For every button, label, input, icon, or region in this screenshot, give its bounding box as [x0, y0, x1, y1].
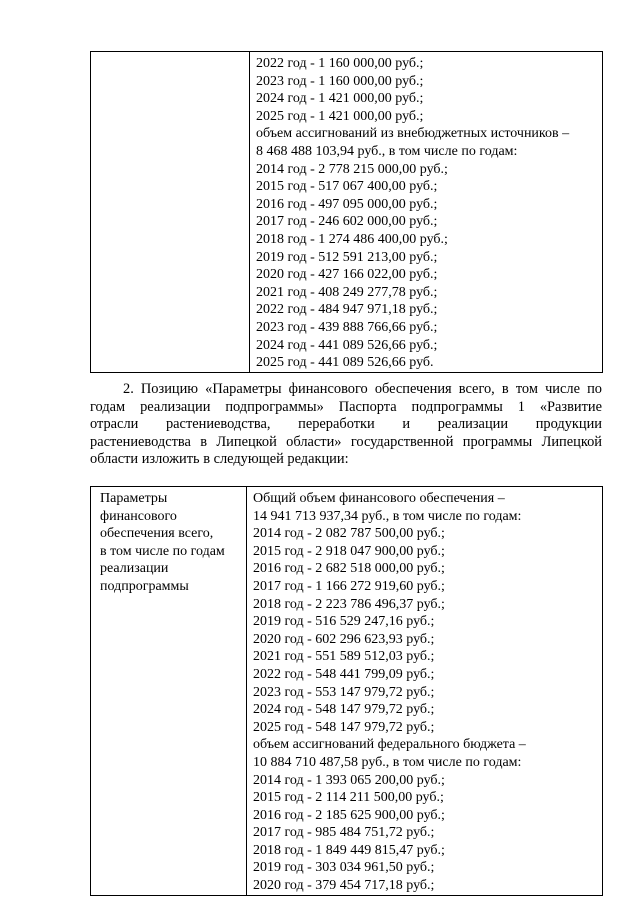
funding-line: 2016 год - 2 185 625 900,00 руб.; [253, 807, 445, 823]
funding-line: 2016 год - 497 095 000,00 руб.; [256, 196, 438, 212]
funding-line: 10 884 710 487,58 руб., в том числе по годам: [253, 754, 522, 770]
parameter-label-line: финансового [100, 508, 177, 524]
funding-line: 8 468 488 103,94 руб., в том числе по годам: [256, 143, 518, 159]
paragraph-line: растениеводства в Липецкой области» государственной программы Липецкой [90, 433, 602, 450]
financing-table-continued [90, 51, 603, 373]
funding-line: 2024 год - 548 147 979,72 руб.; [253, 702, 435, 718]
amendment-paragraph [90, 381, 602, 469]
funding-line: объем ассигнований из внебюджетных источников – [256, 126, 570, 142]
funding-line: 2021 год - 551 589 512,03 руб.; [253, 649, 435, 665]
funding-line: 2022 год - 484 947 971,18 руб.; [256, 302, 438, 318]
parameter-label-line: Параметры [100, 491, 168, 506]
parameter-label-line: обеспечения всего, [100, 526, 214, 542]
funding-line: 2025 год - 441 089 526,66 руб. [256, 355, 434, 371]
paragraph-line: 2. Позицию «Параметры финансового обеспечения всего, в том числе по [123, 381, 602, 397]
table-row [91, 487, 603, 896]
paragraph-line: области изложить в следующей редакции: [90, 451, 349, 468]
parameter-name-cell [91, 487, 247, 896]
funding-line: 2017 год - 985 484 751,72 руб.; [253, 825, 435, 841]
funding-line: 2016 год - 2 682 518 000,00 руб.; [253, 561, 445, 577]
funding-line: 2022 год - 548 441 799,09 руб.; [253, 666, 435, 682]
funding-line: 14 941 713 937,34 руб., в том числе по годам: [253, 508, 522, 524]
funding-line: объем ассигнований федерального бюджета – [253, 737, 526, 753]
funding-line: 2024 год - 441 089 526,66 руб.; [256, 337, 438, 353]
funding-line: 2014 год - 2 082 787 500,00 руб.; [253, 526, 445, 542]
funding-line: 2021 год - 408 249 277,78 руб.; [256, 284, 438, 300]
funding-line: 2014 год - 2 778 215 000,00 руб.; [256, 161, 448, 177]
funding-line: 2015 год - 517 067 400,00 руб.; [256, 179, 438, 195]
funding-line: 2023 год - 439 888 766,66 руб.; [256, 319, 438, 335]
parameter-value-cell [247, 487, 603, 896]
funding-line: 2015 год - 2 114 211 500,00 руб.; [253, 790, 444, 806]
funding-line: 2015 год - 2 918 047 900,00 руб.; [253, 543, 445, 559]
funding-line: 2020 год - 602 296 623,93 руб.; [253, 631, 435, 647]
parameter-label-line: в том числе по годам [100, 543, 225, 559]
funding-line: 2018 год - 1 849 449 815,47 руб.; [253, 842, 445, 858]
paragraph-line: годам реализации подпрограммы» Паспорта подпрограммы 1 «Развитие [90, 398, 602, 415]
funding-line: 2019 год - 303 034 961,50 руб.; [253, 860, 435, 876]
parameter-label-line: реализации [100, 561, 169, 577]
funding-line: 2018 год - 2 223 786 496,37 руб.; [253, 596, 445, 612]
funding-line: 2020 год - 379 454 717,18 руб.; [253, 878, 435, 894]
funding-line: 2023 год - 1 160 000,00 руб.; [256, 73, 424, 89]
parameter-value-cell [250, 52, 603, 373]
funding-line: 2025 год - 1 421 000,00 руб.; [256, 108, 424, 124]
funding-line: Общий объем финансового обеспечения – [253, 491, 505, 506]
funding-line: 2024 год - 1 421 000,00 руб.; [256, 91, 424, 107]
funding-line: 2017 год - 1 166 272 919,60 руб.; [253, 578, 445, 594]
parameter-label-line: подпрограммы [100, 578, 189, 594]
funding-line: 2019 год - 512 591 213,00 руб.; [256, 249, 438, 265]
funding-line: 2022 год - 1 160 000,00 руб.; [256, 56, 424, 71]
financing-table-new [90, 486, 603, 896]
funding-line: 2014 год - 1 393 065 200,00 руб.; [253, 772, 445, 788]
table-row [91, 52, 603, 373]
funding-line: 2020 год - 427 166 022,00 руб.; [256, 267, 438, 283]
funding-line: 2017 год - 246 602 000,00 руб.; [256, 214, 438, 230]
funding-line: 2018 год - 1 274 486 400,00 руб.; [256, 231, 448, 247]
paragraph-line: отрасли растениеводства, переработки и реализации продукции [90, 416, 602, 433]
funding-line: 2025 год - 548 147 979,72 руб.; [253, 719, 435, 735]
parameter-name-cell [91, 52, 250, 373]
funding-line: 2019 год - 516 529 247,16 руб.; [253, 614, 435, 630]
funding-line: 2023 год - 553 147 979,72 руб.; [253, 684, 435, 700]
